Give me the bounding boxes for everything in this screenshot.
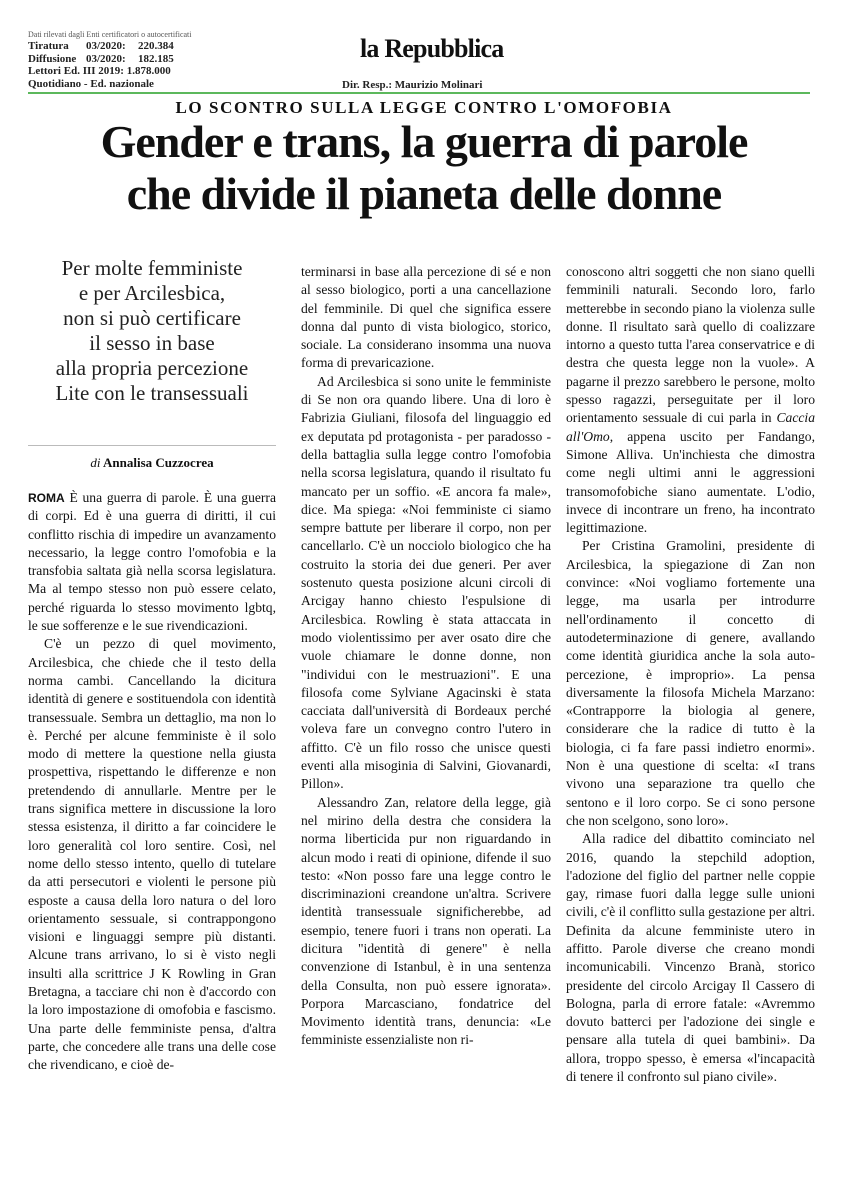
subhead-line: il sesso in base — [89, 331, 215, 355]
stat-readers: Lettori Ed. III 2019: 1.878.000 — [28, 65, 171, 77]
paragraph: Alla radice del dibattito cominciato nel 2016, quando la stepchild adoption, l'adozione del figlio del partner nelle coppie gay, rimase fuori dalla legge sulle unioni civili, c'è il conflitto sulla gestazione per altri. Definita da alcune femministe utero in affitto. Parole diverse che creano mondi incomunicabili. Vincenzo Branà, storico presidente del circolo Arcigay Il Cassero di Bologna, parla di errore fatale: «Avremmo dovuto batterci per l'adozione dei single e pensare alla tutela di quei bambini». Da allora, troppo spesso, è emersa «l'incapacità di tenere il confronto sul piano civile». — [566, 831, 815, 1085]
newspaper-masthead: la Repubblica — [360, 34, 504, 63]
article-column-2 — [301, 263, 551, 1050]
paragraph: Per Cristina Gramolini, presidente di Arcilesbica, la spiegazione di Zan non convince: «Noi vogliamo fortemente una legge, ma usarla per introdurre nell'ordinamento il concetto di autodeterminazione di genere, avallando come identità giuridica anche la sola auto-percezione, è improprio». La pensa diversamente la filosofa Michela Marzano: «Contrapporre la biologia al genere, considerare che la radice di tutto è la biologia, ci fa fare passi indietro enormi». Non è una questione di scelta: «I trans vivono una separazione tra quello che sentono e il loro corpo. Se ci sono persone che non scelgono, sono loro». — [566, 538, 815, 828]
dateline: ROMA — [28, 491, 65, 505]
article-column-1 — [28, 489, 276, 1075]
article-kicker: LO SCONTRO SULLA LEGGE CONTRO L'OMOFOBIA — [175, 98, 673, 117]
article-column-3 — [566, 263, 815, 1086]
paragraph: conoscono altri soggetti che non siano quelli femminili naturali. Secondo loro, farlo metterebbe in secondo piano la violenza sulle donne. Il risultato sarà quello di coalizzare intorno a questo tutta l'area conservatrice e di destra che questa legge non la vuole». A pagarne il prezzo sarebbero le persone, molto spesso ragazzi, perseguitate per il loro orientamento sessuale di cui parla in Caccia all'Omo, appena uscito per Fandango, Simone Alliva. Un'inchiesta che dimostra come negli ultimi anni le aggressioni transomofobiche siano aumentate. L'odio, invece di incontrare un freno, ha incontrato legittimazione. — [566, 264, 815, 536]
header-divider — [28, 92, 810, 94]
article-headline — [20, 116, 828, 220]
paragraph: Ad Arcilesbica si sono unite le femministe di Se non ora quando libere. Una di loro è Fabrizia Giuliani, filosofa del linguaggio ed ex deputata pd protagonista - per paradosso - della battaglia sulla legge contro l'omofobia nella scorsa legislatura, quando il risultato fu mancato per un soffio. «E ancora fa male», dice. Ma spiega: «Noi femministe ci siamo sempre battute per liberare il corpo, non per cancellarlo. C'è un nocciolo biologico che ha costruito la storia dei due generi. Per aver sostenuto questa posizione alcuni circoli di Arcigay hanno chiesto l'espulsione di Arcilesbica. Rowling è stata attaccata in modo violentissimo per aver osato dire che vuole chiamare le donne donne, non "individui con le mestruazioni". E una filosofa come Sylviane Agacinski è stata cacciata dall'università di Bordeaux perché voleva fare un convegno contro l'utero in affitto. C'è un filo rosso che unisce questi eventi alla misoginia di Salvini, Giovanardi, Pillon». — [301, 373, 551, 792]
edition-label: Quotidiano - Ed. nazionale — [28, 77, 154, 90]
paragraph: C'è un pezzo di quel movimento, Arcilesbica, che chiede che il testo della norma cambi. Cancellando la dicitura identità di genere e sostituendola con identità transessuale. Sembra un dettaglio, ma non lo è. Perché per alcune femministe è il solo modo di mettere la questione nella giusta prospettiva, rispettando le differenze e non pretendendo di annullarle. Mentre per le trans significa mettere in discussione la loro stessa esistenza, il diritto a far coincidere le loro generalità col loro sentire. Così, nel nome dello stesso intento, quello di tutelare da atti persecutori e violenti le persone più esposte a causa della loro natura o del loro orientamento sessuale, si contrappongono visioni e linguaggi sempre più distanti. Alcune trans arrivano, lo si è visto negli insulti alla scrittrice J K Rowling in Gran Bretagna, a tacciare chi non è d'accordo con la loro impostazione di omofobia e fascismo. Una parte delle femministe pensa, d'altra parte, che concedere alle trans una delle cose che rivendicano, e cioè de- — [28, 636, 276, 1073]
book-title: Caccia all'Omo — [566, 410, 815, 444]
subhead-line: Lite con le transessuali — [55, 381, 249, 405]
subhead-line: alla propria percezione — [55, 356, 249, 380]
stat-tiratura: Tiratura 03/2020: 220.384 — [28, 40, 174, 52]
byline — [28, 455, 276, 471]
paragraph: ROMA È una guerra di parole. È una guerra di corpi. Ed è una guerra di diritti, il cui conflitto rischia di impedire un avanzamento necessario, la legge contro l'omofobia e la transfobia saltata già nella scorsa legislatura. Ma al tempo stesso non può essere celato, perché riguarda lo stesso movimento lgbtq, le sue sofferenze e le sue rivendicazioni. — [28, 490, 276, 634]
certification-note: Dati rilevati dagli Enti certificatori o autocertificati — [28, 30, 192, 39]
subhead-line: non si può certificare — [63, 306, 241, 330]
paragraph: terminarsi in base alla percezione di sé e non al sesso biologico, porti a una cancellazione del femminile. Di quel che significa essere donna dal punto di vista biologico, storico, sociale. La considerano insomma una nuova forma di prevaricazione. — [301, 264, 551, 371]
headline-line: che divide il pianeta delle donne — [126, 168, 722, 219]
byline-author: Annalisa Cuzzocrea — [103, 455, 214, 470]
subhead-line: Per molte femministe — [61, 256, 243, 280]
byline-prefix: di — [90, 455, 101, 470]
subhead-divider — [28, 445, 276, 446]
article-subheadline — [28, 256, 276, 406]
stat-diffusione: Diffusione 03/2020: 182.185 — [28, 52, 174, 65]
subhead-line: e per Arcilesbica, — [78, 281, 226, 305]
director-credit: Dir. Resp.: Maurizio Molinari — [342, 79, 483, 91]
paragraph: Alessandro Zan, relatore della legge, già nel mirino della destra che considera la norma liberticida pur non riguardando in alcun modo i reati di opinione, difende il suo testo: «Non posso fare una legge contro le discriminazioni creandone un'altra. Scrivere identità transessuale significherebbe, ad esempio, tenere fuori i trans non operati. La dicitura "identità di genere" è nella convenzione di Istanbul, è in una sentenza della Consulta, non può essere ignorata». Porpora Marcasciano, fondatrice del Movimento identità trans, denuncia: «Le femministe essenzialiste non ri- — [301, 794, 551, 1048]
circulation-info — [28, 30, 228, 90]
headline-line: Gender e trans, la guerra di parole — [100, 116, 748, 167]
